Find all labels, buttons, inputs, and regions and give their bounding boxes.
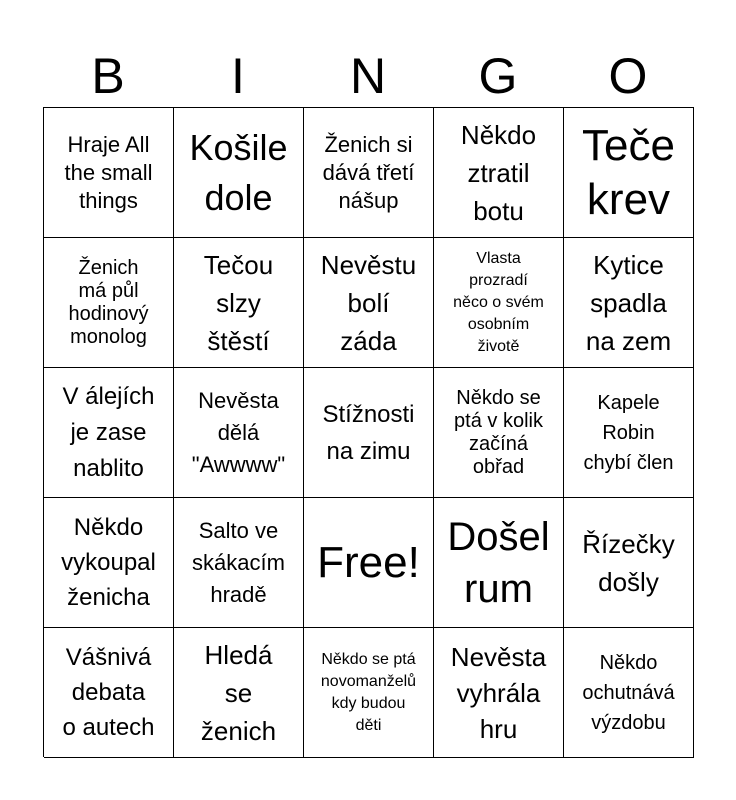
cell-text: Někdo ochutnává výzdobu — [582, 651, 675, 734]
cell-text: Řízečky došly — [582, 528, 675, 597]
cell-text: Kapele Robin chybí člen — [583, 391, 674, 474]
bingo-cell[interactable] — [304, 368, 434, 498]
cell-text: Košile dole — [189, 126, 288, 218]
bingo-cell[interactable] — [564, 108, 694, 238]
header-letter-o: O — [608, 48, 648, 104]
cell-text: Tečou slzy štěstí — [203, 249, 274, 356]
free-space[interactable] — [304, 498, 434, 628]
bingo-cell[interactable] — [434, 108, 564, 238]
bingo-cell[interactable] — [564, 368, 694, 498]
bingo-cell[interactable] — [44, 498, 174, 628]
cell-text: Někdo se ptá v kolik začíná obřad — [454, 386, 543, 478]
bingo-cell[interactable] — [174, 108, 304, 238]
cell-text: Salto ve skákacím hradě — [192, 517, 285, 607]
header-letter-i: I — [231, 48, 245, 104]
bingo-cell[interactable] — [434, 628, 564, 758]
cell-text: Nevěsta dělá "Awwww" — [191, 387, 286, 477]
bingo-cell[interactable] — [434, 368, 564, 498]
bingo-cell[interactable] — [304, 628, 434, 758]
cell-text: Hraje All the small things — [64, 131, 153, 213]
cell-text: Ženich si dává třetí nášup — [322, 131, 415, 213]
bingo-cell[interactable] — [44, 238, 174, 368]
bingo-grid — [43, 107, 694, 757]
cell-text: Někdo vykoupal ženicha — [61, 514, 156, 611]
bingo-cell[interactable] — [304, 238, 434, 368]
bingo-cell[interactable] — [564, 628, 694, 758]
bingo-cell[interactable] — [434, 238, 564, 368]
bingo-cell[interactable] — [174, 498, 304, 628]
header-letter-g: G — [478, 48, 518, 104]
cell-text: Teče krev — [582, 120, 675, 224]
header-letter-b: B — [91, 48, 125, 104]
cell-text: Ženich má půl hodinový monolog — [68, 256, 149, 348]
cell-text: Nevěsta vyhrála hru — [450, 641, 547, 744]
cell-text: V álejích je zase nablito — [62, 382, 155, 482]
bingo-cell[interactable] — [434, 498, 564, 628]
bingo-cell[interactable] — [174, 238, 304, 368]
bingo-cell[interactable] — [44, 628, 174, 758]
bingo-cell[interactable] — [44, 108, 174, 238]
bingo-cell[interactable] — [304, 108, 434, 238]
cell-text: Došel rum — [447, 514, 550, 611]
cell-text: Stížnosti na zimu — [322, 400, 415, 465]
bingo-header — [43, 48, 693, 104]
bingo-cell[interactable] — [174, 628, 304, 758]
cell-text: Nevěstu bolí záda — [320, 249, 417, 356]
bingo-cell[interactable] — [174, 368, 304, 498]
cell-text: Vášnivá debata o autech — [62, 644, 155, 741]
cell-text: Vlasta prozradí něco o svém osobním životě — [453, 249, 544, 355]
bingo-cell[interactable] — [564, 238, 694, 368]
cell-text: Někdo se ptá novomanželů kdy budou děti — [320, 650, 417, 734]
cell-text: Kytice spadla na zem — [585, 249, 672, 356]
bingo-cell[interactable] — [44, 368, 174, 498]
bingo-cell[interactable] — [564, 498, 694, 628]
cell-text: Někdo ztratil botu — [460, 119, 537, 226]
cell-text: Hledá se ženich — [200, 639, 277, 746]
free-space-text: Free! — [317, 537, 420, 587]
header-letter-n: N — [349, 48, 387, 104]
